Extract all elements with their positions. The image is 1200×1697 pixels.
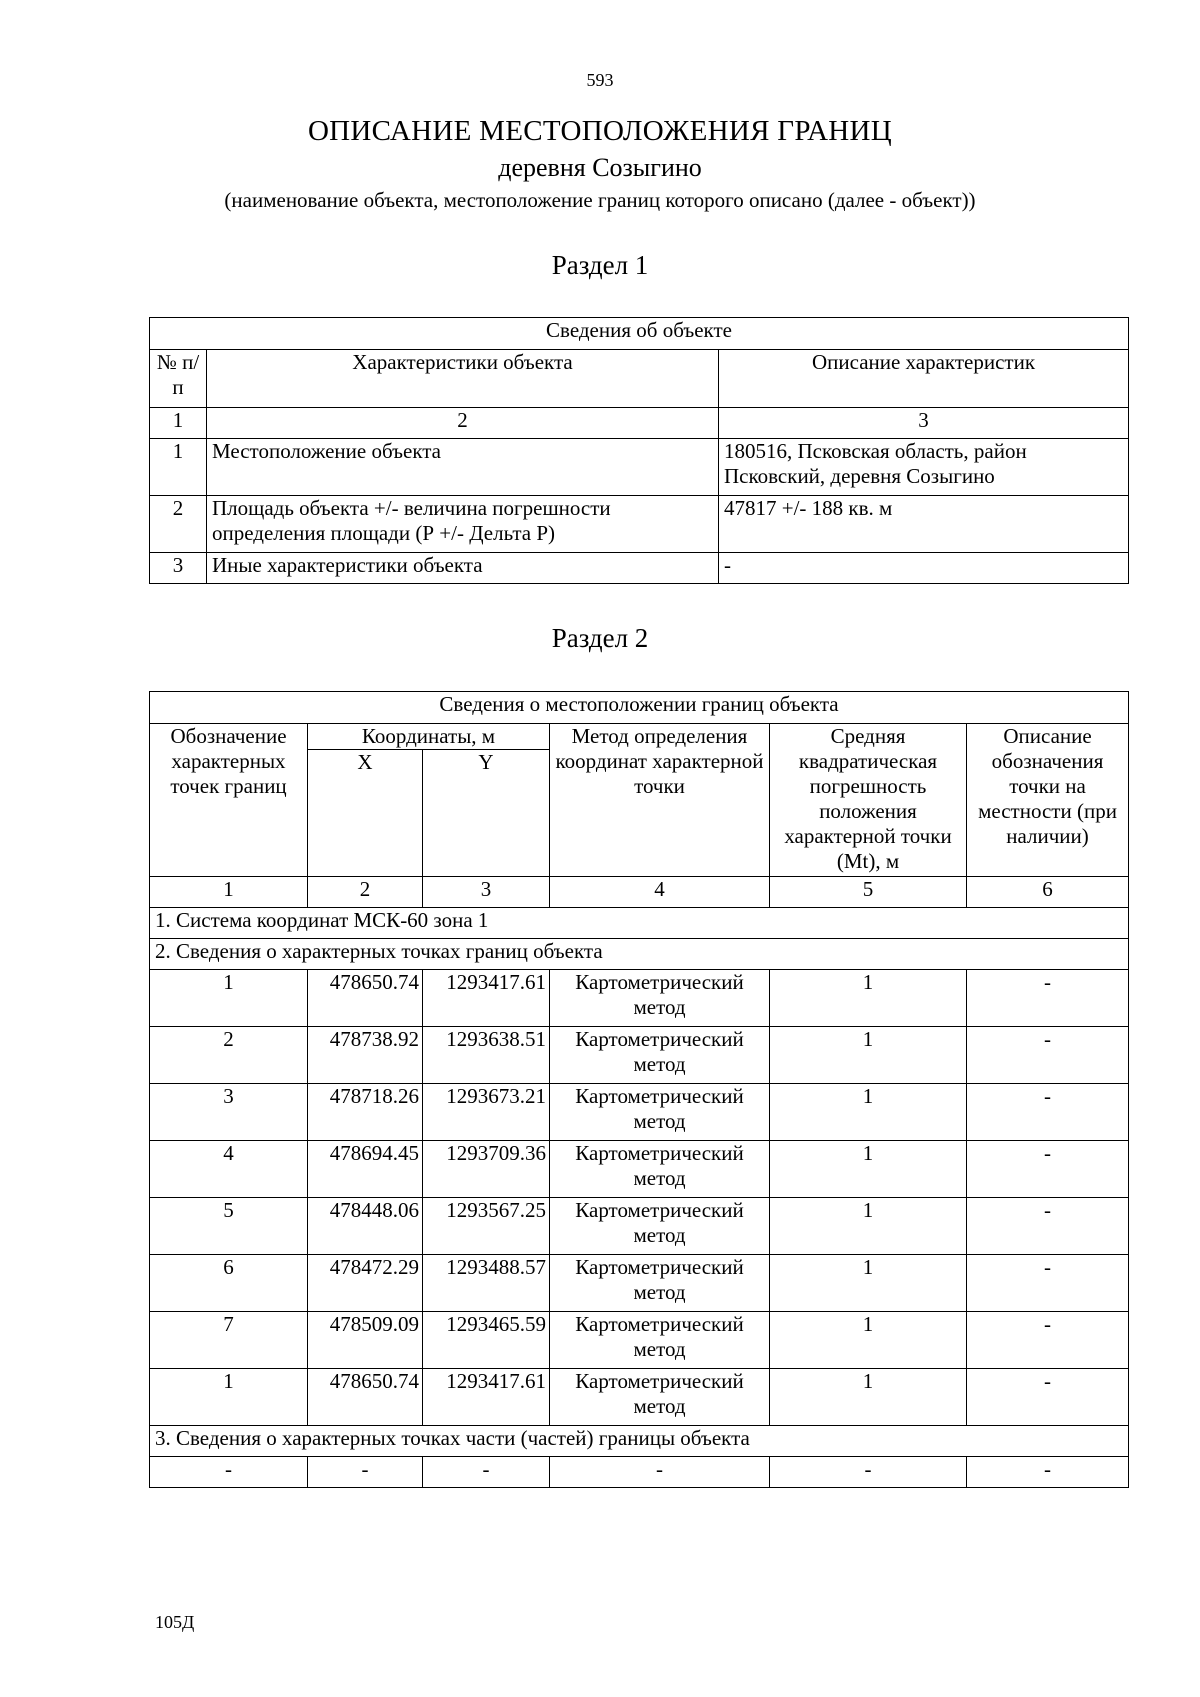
column-number: 4 (550, 877, 770, 908)
point-id: 2 (150, 1027, 308, 1084)
accuracy-value: 1 (770, 1141, 967, 1198)
table-row (150, 496, 1129, 553)
table-row (150, 1141, 1129, 1198)
point-description: - (967, 970, 1129, 1027)
characteristic-value: - (719, 553, 1129, 584)
point-id: 1 (150, 1369, 308, 1426)
object-info-table (149, 317, 1129, 584)
table-row (150, 1369, 1129, 1426)
header-coordinates: Координаты, м (308, 724, 550, 750)
method: Картометрический метод (550, 1198, 770, 1255)
column-number: 3 (719, 408, 1129, 439)
table-caption: Сведения о местоположении границ объекта (150, 692, 1129, 724)
empty-cell: - (967, 1457, 1129, 1488)
table-row (150, 1312, 1129, 1369)
points-list (150, 970, 1129, 1426)
coordinate-x: 478738.92 (308, 1027, 423, 1084)
column-number: 1 (150, 877, 308, 908)
method: Картометрический метод (550, 1255, 770, 1312)
point-description: - (967, 1198, 1129, 1255)
row-number: 2 (150, 496, 207, 553)
method: Картометрический метод (550, 1312, 770, 1369)
point-id: 5 (150, 1198, 308, 1255)
table-row (150, 1084, 1129, 1141)
empty-cell: - (308, 1457, 423, 1488)
accuracy-value: 1 (770, 1027, 967, 1084)
header-accuracy: Средняя квадратическая погрешность положения характерной точки (Mt), м (770, 724, 967, 877)
characteristic-value: 180516, Псковская область, район Псковский, деревня Созыгино (719, 439, 1129, 496)
point-id: 3 (150, 1084, 308, 1141)
coordinate-x: 478694.45 (308, 1141, 423, 1198)
table-row (150, 1027, 1129, 1084)
header-point-description: Описание обозначения точки на местности (при наличии) (967, 724, 1129, 877)
header-x: X (308, 750, 423, 877)
row-number: 3 (150, 553, 207, 584)
characteristic-name: Иные характеристики объекта (207, 553, 719, 584)
accuracy-value: 1 (770, 1369, 967, 1426)
coordinate-y: 1293567.25 (423, 1198, 550, 1255)
point-id: 7 (150, 1312, 308, 1369)
column-number: 3 (423, 877, 550, 908)
object-name: деревня Созыгино (498, 153, 702, 182)
point-description: - (967, 1027, 1129, 1084)
column-number: 2 (308, 877, 423, 908)
empty-cell: - (423, 1457, 550, 1488)
boundary-points-table (149, 691, 1129, 1488)
accuracy-value: 1 (770, 1084, 967, 1141)
section-2-title: Раздел 2 (551, 623, 649, 653)
column-number: 5 (770, 877, 967, 908)
accuracy-value: 1 (770, 1198, 967, 1255)
characteristic-name: Площадь объекта +/- величина погрешности определения площади (Р +/- Дельта Р) (207, 496, 719, 553)
method: Картометрический метод (550, 1084, 770, 1141)
table-caption: Сведения об объекте (150, 318, 1129, 350)
empty-cell: - (150, 1457, 308, 1488)
empty-cell: - (770, 1457, 967, 1488)
coordinate-x: 478472.29 (308, 1255, 423, 1312)
points-caption: 2. Сведения о характерных точках границ объекта (150, 939, 1129, 970)
point-description: - (967, 1369, 1129, 1426)
parts-caption: 3. Сведения о характерных точках части (частей) границы объекта (150, 1426, 1129, 1457)
coordinate-y: 1293638.51 (423, 1027, 550, 1084)
page-number: 593 (586, 70, 614, 90)
coordinate-y: 1293465.59 (423, 1312, 550, 1369)
method: Картометрический метод (550, 1141, 770, 1198)
header-point: Обозначение характерных точек границ (150, 724, 308, 877)
accuracy-value: 1 (770, 1312, 967, 1369)
coordinate-y: 1293417.61 (423, 970, 550, 1027)
column-number: 6 (967, 877, 1129, 908)
object-name-note: (наименование объекта, местоположение границ которого описано (далее - объект)) (224, 188, 976, 212)
method: Картометрический метод (550, 970, 770, 1027)
coordinate-y: 1293709.36 (423, 1141, 550, 1198)
table-row (150, 553, 1129, 584)
table-row (150, 970, 1129, 1027)
empty-cell: - (550, 1457, 770, 1488)
table-row (150, 1255, 1129, 1312)
accuracy-value: 1 (770, 970, 967, 1027)
characteristic-value: 47817 +/- 188 кв. м (719, 496, 1129, 553)
accuracy-value: 1 (770, 1255, 967, 1312)
point-description: - (967, 1255, 1129, 1312)
coordinate-y: 1293417.61 (423, 1369, 550, 1426)
section-1-title: Раздел 1 (551, 250, 649, 280)
coordinate-y: 1293673.21 (423, 1084, 550, 1141)
point-description: - (967, 1141, 1129, 1198)
point-description: - (967, 1312, 1129, 1369)
header-number: № п/п (150, 350, 207, 408)
coordinate-system: 1. Система координат МСК-60 зона 1 (150, 908, 1129, 939)
coordinate-x: 478509.09 (308, 1312, 423, 1369)
method: Картометрический метод (550, 1027, 770, 1084)
column-number: 1 (150, 408, 207, 439)
row-number: 1 (150, 439, 207, 496)
header-method: Метод определения координат характерной точки (550, 724, 770, 877)
coordinate-x: 478448.06 (308, 1198, 423, 1255)
coordinate-y: 1293488.57 (423, 1255, 550, 1312)
characteristic-name: Местоположение объекта (207, 439, 719, 496)
header-description: Описание характеристик (719, 350, 1129, 408)
point-id: 1 (150, 970, 308, 1027)
header-y: Y (423, 750, 550, 877)
method: Картометрический метод (550, 1369, 770, 1426)
header-characteristic: Характеристики объекта (207, 350, 719, 408)
coordinate-x: 478650.74 (308, 1369, 423, 1426)
table-row (150, 439, 1129, 496)
point-id: 6 (150, 1255, 308, 1312)
column-number: 2 (207, 408, 719, 439)
table-row (150, 1198, 1129, 1255)
point-description: - (967, 1084, 1129, 1141)
footer-code: 105Д (155, 1612, 195, 1632)
coordinate-x: 478718.26 (308, 1084, 423, 1141)
table-row (150, 1457, 1129, 1488)
point-id: 4 (150, 1141, 308, 1198)
document-title: ОПИСАНИЕ МЕСТОПОЛОЖЕНИЯ ГРАНИЦ (307, 115, 893, 147)
coordinate-x: 478650.74 (308, 970, 423, 1027)
